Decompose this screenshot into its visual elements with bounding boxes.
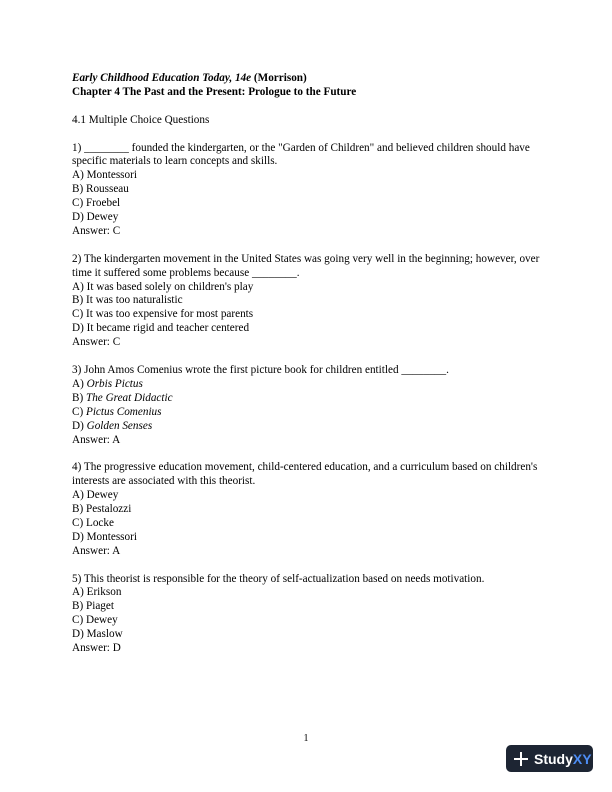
answer-option: C) Froebel <box>72 197 121 210</box>
answer-option: A) Dewey <box>72 489 119 502</box>
answer-key: Answer: D <box>72 642 121 655</box>
answer-option: A) Orbis Pictus <box>72 377 143 390</box>
answer-option: C) It was too expensive for most parents <box>72 308 254 321</box>
book-author: (Morrison) <box>251 72 307 84</box>
answer-option: D) It became rigid and teacher centered <box>72 322 250 335</box>
answer-key: Answer: C <box>72 224 121 237</box>
question-text: 1) ________ founded the kindergarten, or the "Garden of Children" and believed children should have specific materials to learn concepts and skills. <box>72 141 530 168</box>
studyxy-badge[interactable] <box>506 745 593 772</box>
question-block <box>72 573 542 656</box>
answer-option: C) Pictus Comenius <box>72 405 162 418</box>
answer-option: D) Montessori <box>72 530 137 543</box>
answer-option: B) The Great Didactic <box>72 391 173 404</box>
question-block <box>72 364 542 447</box>
question-block <box>72 142 542 239</box>
plus-icon <box>514 752 528 766</box>
answer-key: Answer: A <box>72 433 121 446</box>
brand-main: Study <box>534 750 573 767</box>
book-title: Early Childhood Education Today, 14e <box>72 72 252 84</box>
answer-option: D) Dewey <box>72 211 119 224</box>
answer-option: B) It was too naturalistic <box>72 294 183 307</box>
answer-option: B) Pestalozzi <box>72 503 132 516</box>
answer-option: A) Montessori <box>72 169 137 182</box>
answer-key: Answer: C <box>72 336 121 349</box>
page-content <box>72 72 542 656</box>
answer-option: A) It was based solely on children's play <box>72 280 254 293</box>
question-text: 3) John Amos Comenius wrote the first picture book for children entitled ________. <box>72 363 449 376</box>
brand-accent: XY <box>572 750 592 767</box>
answer-option: C) Dewey <box>72 614 118 627</box>
chapter-title: Chapter 4 The Past and the Present: Prologue to the Future <box>72 85 357 98</box>
section-heading: 4.1 Multiple Choice Questions <box>72 113 210 126</box>
question-block <box>72 461 542 558</box>
page-number: 1 <box>303 733 309 744</box>
answer-option: A) Erikson <box>72 586 122 599</box>
answer-option: C) Locke <box>72 516 114 529</box>
question-block <box>72 253 542 350</box>
question-text: 4) The progressive education movement, child-centered education, and a curriculum based on children's interests are associated with this theorist. <box>72 461 538 488</box>
book-title-line <box>72 72 542 86</box>
question-text: 2) The kindergarten movement in the United States was going very well in the beginning; however, over time it suffered some problems because ________. <box>72 252 540 279</box>
answer-option: D) Maslow <box>72 628 123 641</box>
answer-option: B) Rousseau <box>72 183 129 196</box>
answer-option: B) Piaget <box>72 600 114 613</box>
answer-key: Answer: A <box>72 544 121 557</box>
answer-option: D) Golden Senses <box>72 419 153 432</box>
question-text: 5) This theorist is responsible for the theory of self-actualization based on needs motivation. <box>72 572 485 585</box>
